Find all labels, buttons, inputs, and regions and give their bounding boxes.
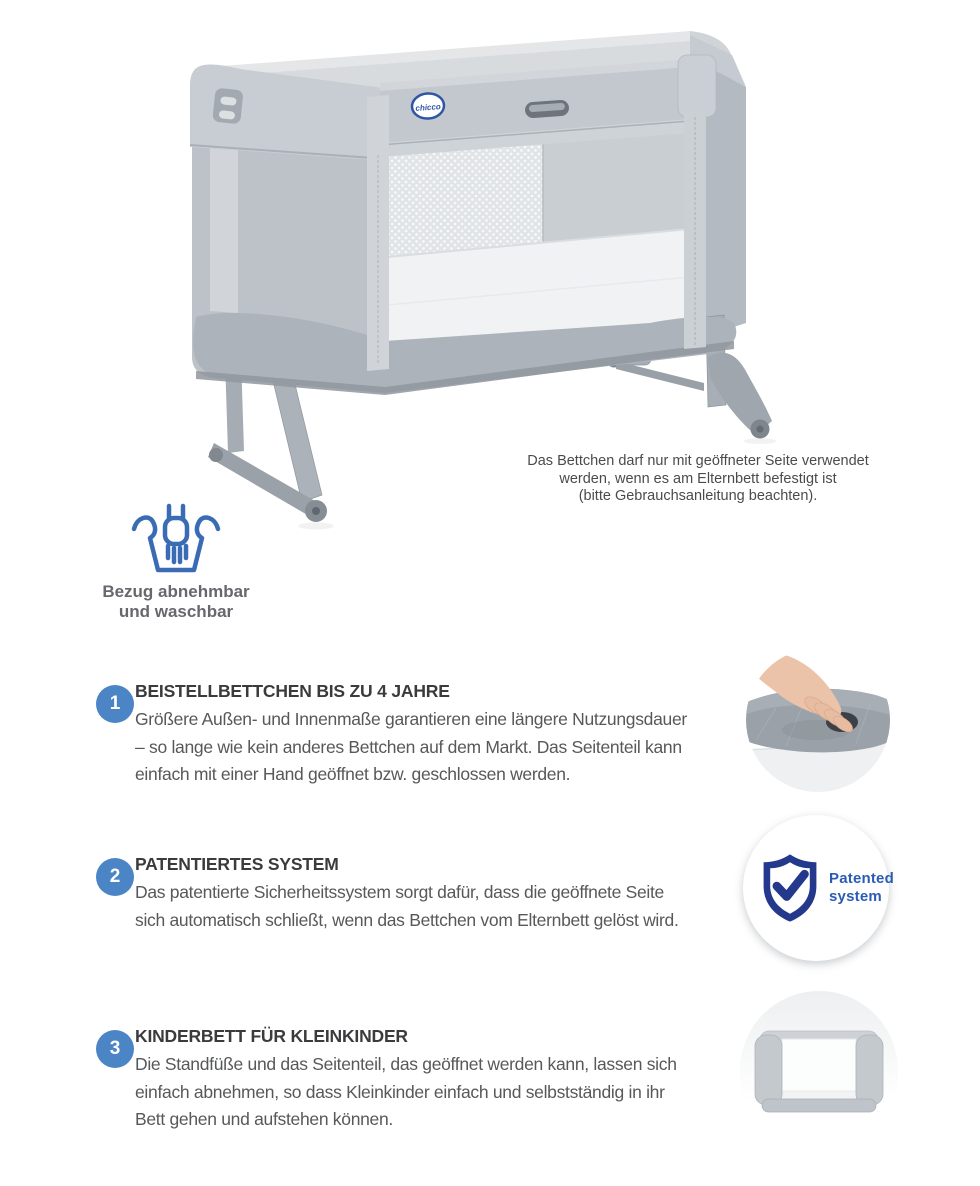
washable-label bbox=[96, 582, 256, 622]
feature-number-badge: 1 bbox=[96, 685, 134, 723]
feature-text bbox=[135, 1026, 746, 1134]
caption-line: werden, wenn es am Elternbett befestigt ist bbox=[559, 470, 837, 487]
caption-line: Das Bettchen darf nur mit geöffneter Seite verwendet bbox=[527, 453, 869, 469]
left-end-handle-slot bbox=[212, 88, 243, 125]
badge-label-line: system bbox=[829, 888, 882, 905]
feature-item-3 bbox=[96, 1026, 746, 1134]
product-caption bbox=[508, 453, 888, 506]
feature-body-line: Größere Außen- und Innenmaße garantieren eine längere Nutzungsdauer bbox=[135, 709, 687, 729]
toddler-bed-illustration bbox=[740, 991, 898, 1149]
feature-item-1 bbox=[96, 681, 746, 789]
feature-body-line: einfach abnehmen, so dass Kleinkinder einfach und selbstständig in ihr bbox=[135, 1081, 665, 1102]
feature-body bbox=[135, 1051, 746, 1134]
chicco-logo-text: chicco bbox=[415, 102, 442, 113]
shield-check-icon bbox=[757, 851, 823, 925]
washable-info bbox=[96, 502, 256, 622]
feature-title: PATENTIERTES SYSTEM bbox=[135, 854, 339, 874]
feature-body-line: sich automatisch schließt, wenn das Bettchen vom Elternbett gelöst wird. bbox=[135, 909, 679, 930]
washable-label-line: und waschbar bbox=[118, 602, 234, 621]
feature-body-line: – so lange wie kein anderes Bettchen auf dem Markt. Das Seitenteil kann bbox=[135, 736, 682, 757]
feature-number-badge: 3 bbox=[96, 1030, 134, 1068]
feature-title: BEISTELLBETTCHEN BIS ZU 4 JAHRE bbox=[135, 681, 450, 701]
feature-body bbox=[135, 879, 746, 934]
hand-grip-illustration bbox=[746, 648, 890, 792]
handwash-icon bbox=[128, 502, 224, 578]
chicco-logo bbox=[411, 92, 445, 119]
feature-body-line: Die Standfüße und das Seitenteil, das geöffnet werden kann, lassen sich bbox=[135, 1054, 677, 1074]
feature-item-2 bbox=[96, 854, 746, 934]
feature-text bbox=[135, 854, 746, 934]
feature-photo-hand-grip bbox=[746, 648, 890, 792]
badge-label-line: Patented bbox=[829, 870, 894, 887]
rail-handle-slot bbox=[524, 99, 569, 118]
feature-number-badge: 2 bbox=[96, 858, 134, 896]
caption-line: (bitte Gebrauchsanleitung beachten). bbox=[578, 488, 818, 504]
feature-text bbox=[135, 681, 746, 789]
washable-label-line: Bezug abnehmbar bbox=[102, 582, 250, 601]
feature-body-line: einfach mit einer Hand geöffnet bzw. geschlossen werden. bbox=[135, 764, 571, 784]
feature-body-line: Bett gehen und aufstehen können. bbox=[135, 1109, 393, 1129]
feature-body-line: Das patentierte Sicherheitssystem sorgt dafür, dass die geöffnete Seite bbox=[135, 882, 664, 902]
patented-system-label bbox=[829, 870, 894, 906]
feature-photo-toddler-bed bbox=[740, 991, 898, 1149]
patented-system-badge bbox=[743, 815, 894, 961]
feature-title: KINDERBETT FÜR KLEINKINDER bbox=[135, 1026, 408, 1046]
feature-body bbox=[135, 706, 746, 789]
